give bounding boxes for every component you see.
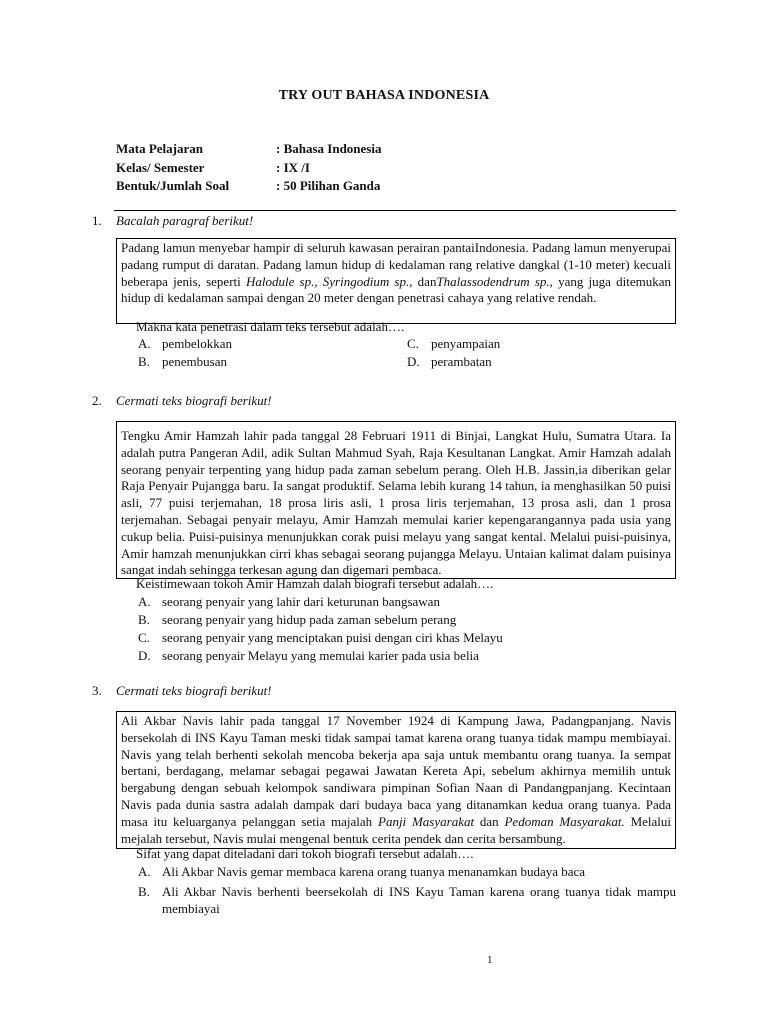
meta-value: : Bahasa Indonesia: [276, 141, 382, 156]
option-text: penyampaian: [431, 336, 501, 351]
species-name: Thalassodendrum sp.,: [436, 273, 553, 289]
option-c[interactable]: [138, 629, 676, 647]
question-number: 2.: [92, 393, 102, 408]
option-text: seorang penyair yang menciptakan puisi dengan ciri khas Melayu: [162, 630, 503, 645]
question-instruction: Bacalah paragraf berikut!: [116, 213, 254, 228]
passage-text: Padang lamun menyebar hampir di seluruh kawasan perairan pantaiIndonesia. Padang lamun menyerupai padang rumput di daratan. Padang lamun hidup di kedalaman rang relative dangkal (1-10 meter) kecuali beberapa jenis, seperti: [121, 240, 671, 289]
option-list: [138, 863, 676, 918]
passage-box: [116, 238, 676, 324]
passage-box: [116, 711, 676, 849]
question-head: [92, 392, 676, 410]
passage-text: Ali Akbar Navis lahir pada tanggal 17 November 1924 di Kampung Jawa, Padangpanjang. Navis bersekolah di INS Kayu Taman meski tidak sampai tamat karena orang tuanya tidak mampu membiayai. Navis yang telah berhenti sekolah mencoba bekerja apa saja untuk membantu orang tuanya. Ia sempat bertani, berdagang, melamar sebagai pegawai Jawatan Kereta Api, sebelum akhirnya memilih untuk bergabung dengan sebuah kelompok sandiwara pimpinan Sofian Naan di Pandangpanjang. Kecintaan Navis pada dunia sastra adalah dampak dari budaya baca yang ditanamkan kedua orang tuanya. Pada masa itu keluarganya pelanggan setia majalah: [121, 713, 671, 829]
option-row: [138, 335, 676, 353]
passage-box: Tengku Amir Hamzah lahir pada tanggal 28 Februari 1911 di Binjai, Langkat Hulu, Sumatra Utara. Ia adalah putra Pangeran Adil, adik Sultan Mahmud Syah, Raja Kesultanan Langkat. Amir Hamzah adalah seorang penyair terpenting yang hidup pada zaman sebelum perang. Oleh H.B. Jassin,ia diberikan gelar Raja Penyair Pujangga baru. Ia sangat produktif. Selama lebih kurang 14 tahun, ia menghasilkan 50 puisi asli, 77 puisi terjemahan, 18 prosa liris asli, 1 prosa liris terjemahan, 13 prosa asli, dan 1 prosa terjemahan. Sebagai penyair melayu, Amir Hamzah memulai karier kepengarangannya pada usia yang cukup belia. Puisi-puisinya menunjukkan corak puisi melayu yang sangat kental. Melalui puisi-puisinya, Amir hamzah menunjukkan cirri khas sebagai seorang pujangga Melayu. Untaian kalimat dalam puisinya sangat indah sehingga terkesan agung dan digemari pembaca.: [116, 421, 676, 579]
option-letter: B.: [138, 883, 150, 899]
meta-label: Mata Pelajaran: [116, 141, 204, 156]
option-text: seorang penyair Melayu yang memulai karier pada usia belia: [162, 648, 479, 663]
option-letter: C.: [407, 336, 419, 351]
passage-text: dan: [474, 813, 505, 829]
question-prompt: Sifat yang dapat diteladani dari tokoh biografi tersebut adalah….: [136, 846, 474, 861]
option-b[interactable]: [138, 611, 676, 629]
option-letter: B.: [138, 354, 150, 369]
passage-text: Melalui mejalah tersebut, Navis mulai mengenal bentuk cerita pendek dan cerita bersambung.: [121, 813, 671, 846]
option-letter: C.: [138, 630, 150, 645]
passage-text: dan: [412, 273, 437, 289]
option-letter: A.: [138, 336, 151, 351]
question-prompt: Makna kata penetrasi dalam teks tersebut adalah….: [136, 319, 405, 334]
option-b[interactable]: [138, 883, 676, 918]
exam-meta: [116, 140, 381, 196]
option-text: Ali Akbar Navis gemar membaca karena orang tuanya menanamkan budaya baca: [162, 864, 586, 879]
page-number: 1: [487, 954, 493, 966]
passage-text: yang juga ditemukan hidup di kedalaman sampai dengan 20 meter dengan penetrasi cahaya yang relative rendah.: [121, 273, 671, 306]
option-text: pembelokkan: [162, 336, 233, 351]
option-a[interactable]: [138, 863, 676, 881]
question-instruction: Cermati teks biografi berikut!: [116, 393, 272, 408]
option-letter: B.: [138, 612, 150, 627]
question-2: [92, 392, 676, 665]
header-divider: [114, 210, 676, 211]
meta-value: : IX /I: [276, 159, 310, 175]
page-title: TRY OUT BAHASA INDONESIA: [278, 88, 490, 103]
question-head: [92, 212, 676, 230]
meta-value: : 50 Pilihan Ganda: [276, 178, 381, 193]
question-number: 1.: [92, 213, 102, 228]
question-instruction: Cermati teks biografi berikut!: [116, 683, 272, 698]
option-text: Ali Akbar Navis berhenti beersekolah di INS Kayu Taman karena orang tuanya tidak mampu membiayai: [162, 883, 676, 916]
meta-label: Kelas/ Semester: [116, 159, 205, 175]
question-head: [92, 682, 676, 700]
question-3: [92, 682, 676, 918]
option-c[interactable]: [407, 335, 676, 353]
option-letter: A.: [138, 864, 151, 879]
question-prompt: Keistimewaan tokoh Amir Hamzah dalah biografi tersebut adalah….: [136, 576, 494, 591]
option-letter: D.: [138, 648, 151, 663]
option-row: [138, 353, 676, 371]
species-name: Halodule sp., Syringodium sp.,: [245, 273, 413, 289]
question-number: 3.: [92, 683, 102, 698]
option-d[interactable]: [407, 353, 676, 371]
option-d[interactable]: [138, 647, 676, 665]
option-b[interactable]: [138, 353, 407, 371]
option-text: perambatan: [431, 354, 492, 369]
option-letter: D.: [407, 354, 420, 369]
option-grid: [138, 335, 676, 371]
option-list: [138, 593, 676, 665]
meta-row: [116, 159, 381, 178]
option-a[interactable]: [138, 593, 676, 611]
magazine-name: Panji Masyarakat: [378, 813, 475, 829]
option-text: seorang penyair yang lahir dari keturunan bangsawan: [162, 594, 440, 609]
question-1: [92, 212, 676, 371]
option-a[interactable]: [138, 335, 407, 353]
option-text: penembusan: [162, 354, 227, 369]
meta-label: Bentuk/Jumlah Soal: [116, 178, 230, 193]
magazine-name: Pedoman Masyarakat.: [504, 813, 625, 829]
option-text: seorang penyair yang hidup pada zaman sebelum perang: [162, 612, 457, 627]
meta-row: [116, 177, 381, 196]
option-letter: A.: [138, 594, 151, 609]
meta-row: [116, 140, 381, 159]
